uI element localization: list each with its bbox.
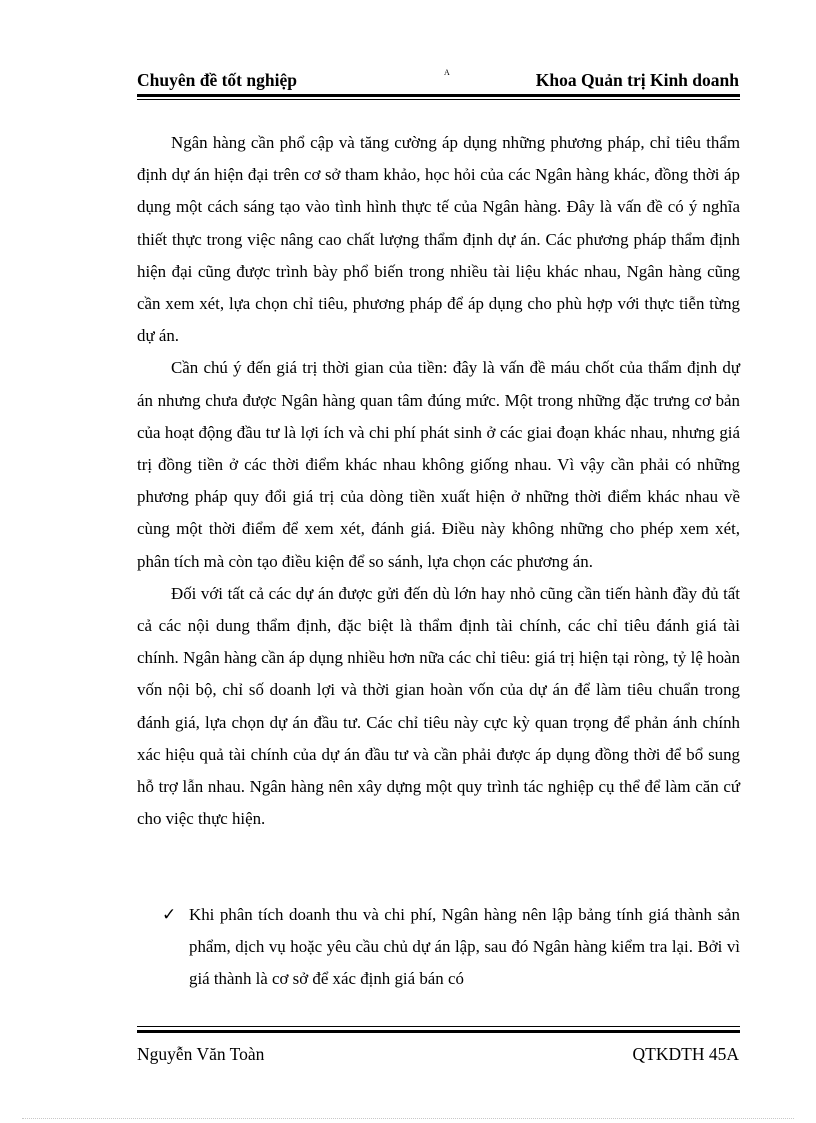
header-mark: A xyxy=(444,68,450,77)
bullet-text: Khi phân tích doanh thu và chi phí, Ngân hàng nên lập bảng tính giá thành sản phẩm, dịch vụ hoặc yêu cầu chủ dự án lập, sau đó Ngân hàng kiểm tra lại. Bởi vì giá thành là cơ sở để xác định giá bán có xyxy=(189,905,740,989)
body-text xyxy=(137,127,740,835)
header-rule-thick xyxy=(137,94,740,97)
footer-rule-thin xyxy=(137,1026,740,1027)
footer-class: QTKDTH 45A xyxy=(632,1044,739,1064)
footer-author: Nguyễn Văn Toàn xyxy=(137,1044,265,1064)
paragraph-3: Đối với tất cả các dự án được gửi đến dù lớn hay nhỏ cũng cần tiến hành đầy đủ tất cả các nội dung thẩm định, đặc biệt là thẩm định tài chính, các chỉ tiêu đánh giá tài chính. Ngân hàng cần áp dụng nhiều hơn nữa các chỉ tiêu: giá trị hiện tại ròng, tỷ lệ hoàn vốn nội bộ, chỉ số doanh lợi và thời gian hoàn vốn của dự án để làm tiêu chuẩn trong đánh giá, lựa chọn dự án đầu tư. Các chỉ tiêu này cực kỳ quan trọng để phản ánh chính xác hiệu quả tài chính của dự án đầu tư và cần phải được áp dụng đồng thời để bổ sung hỗ trợ lẫn nhau. Ngân hàng nên xây dựng một quy trình tác nghiệp cụ thể để làm căn cứ cho việc thực hiện. xyxy=(137,583,740,829)
paragraph-2: Cần chú ý đến giá trị thời gian của tiền: đây là vấn đề máu chốt của thẩm định dự án nhưng chưa được Ngân hàng quan tâm đúng mức. Một trong những đặc trưng cơ bản của hoạt động đầu tư là lợi ích và chi phí phát sinh ở các giai đoạn khác nhau, nhưng giá trị đồng tiền ở các thời điểm khác nhau không giống nhau. Vì vậy cần phải có những phương pháp quy đổi giá trị của dòng tiền xuất hiện ở những thời điểm khác nhau về cùng một thời điểm để xem xét, đánh giá. Điều này không những cho phép xem xét, phân tích mà còn tạo điều kiện để so sánh, lựa chọn các phương án. xyxy=(137,358,740,571)
footer-rule-thick xyxy=(137,1030,740,1033)
paragraph-1: Ngân hàng cần phổ cập và tăng cường áp dụng những phương pháp, chỉ tiêu thẩm định dự án hiện đại trên cơ sở tham khảo, học hỏi của các Ngân hàng khác, đồng thời áp dụng một cách sáng tạo vào tình hình thực tế của Ngân hàng. Đây là vấn đề có ý nghĩa thiết thực trong việc nâng cao chất lượng thẩm định dự án. Các phương pháp thẩm định hiện đại cũng được trình bày phổ biến trong nhiều tài liệu khác nhau, Ngân hàng cũng cần xem xét, lựa chọn chỉ tiêu, phương pháp để áp dụng cho phù hợp với thực tiễn từng dự án. xyxy=(137,133,740,346)
header-rule-thin xyxy=(137,99,740,100)
page-edge-divider xyxy=(22,1118,794,1119)
header-title-left: Chuyên đề tốt nghiệp xyxy=(137,70,297,90)
page-header xyxy=(137,70,739,92)
header-title-right: Khoa Quản trị Kinh doanh xyxy=(535,70,739,90)
checkmark-icon: ✓ xyxy=(162,905,177,924)
bullet-item xyxy=(162,899,740,996)
